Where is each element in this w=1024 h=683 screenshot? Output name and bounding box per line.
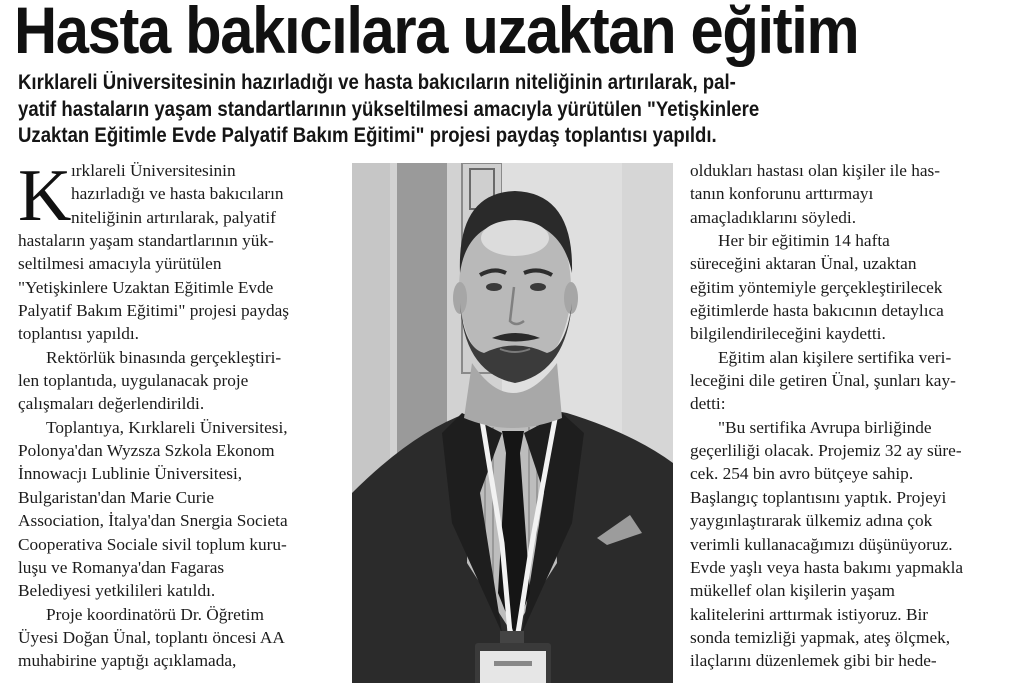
article-headline: Hasta bakıcılara uzaktan eğitim (14, 0, 859, 67)
body-line: Belediyesi yetkilileri katıldı. (18, 581, 216, 601)
body-line: süreceğini aktaran Ünal, uzaktan (690, 254, 917, 274)
body-line: yaygınlaştırarak ülkemiz adına çok (690, 511, 933, 531)
body-line: Proje koordinatörü Dr. Öğretim (46, 604, 264, 624)
body-line: hazırladığı ve hasta bakıcıların (71, 184, 284, 204)
body-line: toplantısı yapıldı. (18, 324, 139, 344)
body-line: tanın konforunu arttırmayı (690, 184, 874, 204)
body-line: verimli kullanacağımızı düşünüyoruz. (690, 534, 953, 554)
body-line: ırklareli Üniversitesinin (71, 161, 236, 180)
body-line: Rektörlük binasında gerçekleştiri- (46, 347, 282, 367)
body-line: mükellef olan kişilerin yaşam (690, 581, 895, 601)
body-line: amaçladıklarını söyledi. (690, 207, 857, 227)
body-line: cek. 254 bin avro bütçeye sahip. (690, 464, 914, 484)
body-line: Cooperativa Sociale sivil toplum kuru- (18, 534, 287, 554)
body-line: Üyesi Doğan Ünal, toplantı öncesi AA (18, 627, 285, 647)
body-line: Başlangıç toplantısını yaptık. Projeyi (690, 487, 947, 507)
body-line: sonda temizliği yapmak, ateş ölçmek, (690, 627, 951, 647)
body-line: len toplantıda, uygulanacak proje (18, 371, 249, 391)
body-line: Eğitim alan kişilere sertifika veri- (718, 347, 952, 367)
body-line: Polonya'dan Wyzsza Szkola Ekonom (18, 441, 275, 461)
body-line: oldukları hastası olan kişiler ile has- (690, 161, 941, 180)
portrait-photo (352, 163, 673, 683)
body-line: niteliğinin artırılarak, palyatif (71, 207, 276, 227)
body-line: Toplantıya, Kırklareli Üniversitesi, (46, 417, 288, 437)
body-line: seltilmesi amacıyla yürütülen (18, 254, 222, 274)
body-line: Evde yaşlı veya hasta bakımı yapmakla (690, 557, 964, 577)
body-line: Association, İtalya'dan Snergia Societa (18, 511, 288, 531)
body-column-right (690, 159, 1020, 673)
portrait-photo-icon (352, 163, 673, 683)
body-line: "Yetişkinlere Uzaktan Eğitimle Evde (18, 277, 274, 297)
drop-cap: K (18, 155, 72, 237)
subhead-line: Uzaktan Eğitimle Evde Palyatif Bakım Eğitimi" projesi paydaş toplantısı yapıldı. (18, 124, 717, 147)
body-line: çalışmaları değerlendirildi. (18, 394, 205, 414)
subhead-line: yatif hastaların yaşam standartlarının yükseltilmesi amacıyla yürütülen "Yetişkinlere (18, 97, 760, 121)
body-line: Her bir eğitimin 14 hafta (718, 231, 890, 251)
body-line: İnnowacjı Lublinie Üniversitesi, (18, 464, 243, 484)
body-line: eğitimlerde hasta bakıcının detaylıca (690, 301, 944, 321)
body-line: "Bu sertifika Avrupa birliğinde (718, 417, 932, 437)
body-line: kalitelerini arttırmak istiyoruz. Bir (690, 604, 929, 624)
body-line: muhabirine yaptığı açıklamada, (18, 651, 237, 671)
article-subheadline (18, 70, 992, 150)
first-paragraph-opening (18, 155, 338, 237)
body-column-left (18, 155, 338, 673)
body-line: bilgilendirileceğini kaydetti. (690, 324, 886, 344)
body-line: eğitim yöntemiyle gerçekleştirilecek (690, 277, 943, 297)
body-line: Palyatif Bakım Eğitimi" projesi paydaş (18, 301, 290, 321)
body-line: Bulgaristan'dan Marie Curie (18, 487, 215, 507)
body-line: detti: (690, 394, 726, 414)
body-line: leceğini dile getiren Ünal, şunları kay- (690, 371, 956, 391)
body-line: luşu ve Romanya'dan Fagaras (18, 557, 225, 577)
subhead-line: Kırklareli Üniversitesinin hazırladığı ve hasta bakıcıların niteliğinin artırılarak, pal- (18, 71, 736, 94)
body-line: ilaçlarını düzenlemek gibi bir hede- (690, 651, 937, 671)
body-line: geçerliliği olacak. Projemiz 32 ay süre- (690, 441, 962, 461)
body-line: hastaların yaşam standartlarının yük- (18, 231, 274, 251)
